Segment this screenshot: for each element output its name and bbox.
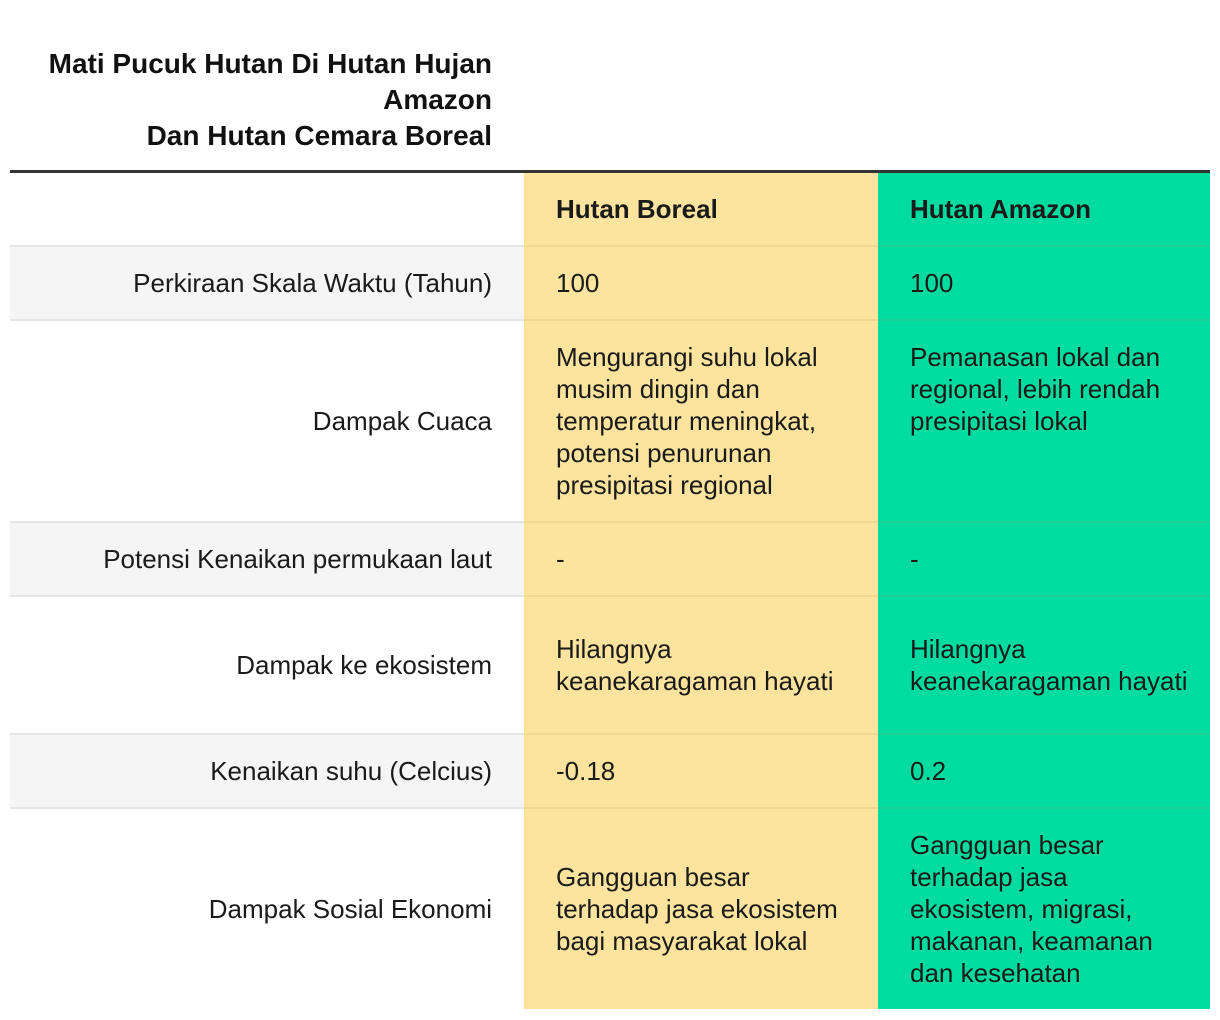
table-row [10,522,1210,596]
amazon-cell-text: Pemanasan lokal dan regional, lebih rendah presipitasi lokal [910,342,1161,436]
table-header-row [10,173,1210,246]
row-label: Kenaikan suhu (Celcius) [10,734,524,808]
amazon-cell: 0.2 [878,734,1210,808]
comparison-table [10,173,1210,1009]
amazon-cell: 100 [878,246,1210,320]
row-label: Potensi Kenaikan permukaan laut [10,522,524,596]
header-boreal: Hutan Boreal [524,173,878,246]
row-label: Dampak ke ekosistem [10,596,524,734]
title-line-2: Amazon [383,84,492,115]
row-label: Dampak Sosial Ekonomi [10,808,524,1009]
title-line-1: Mati Pucuk Hutan Di Hutan Hujan [48,48,492,79]
boreal-cell: 100 [524,246,878,320]
table-row [10,808,1210,1009]
row-label: Dampak Cuaca [10,320,524,522]
boreal-cell: -0.18 [524,734,878,808]
boreal-cell: - [524,522,878,596]
header-label-cell [10,173,524,246]
row-label: Perkiraan Skala Waktu (Tahun) [10,246,524,320]
table-row [10,246,1210,320]
title-line-3: Dan Hutan Cemara Boreal [146,120,492,151]
table-row [10,596,1210,734]
table-title [10,46,492,154]
amazon-cell: Hilangnya keanekaragaman hayati [878,596,1210,734]
table-row [10,320,1210,522]
boreal-cell: Mengurangi suhu lokal musim dingin dan temperatur meningkat, potensi penurunan presipitasi regional [524,320,878,522]
table-row [10,734,1210,808]
boreal-cell: Gangguan besar terhadap jasa ekosistem bagi masyarakat lokal [524,808,878,1009]
amazon-cell: - [878,522,1210,596]
boreal-cell: Hilangnya keanekaragaman hayati [524,596,878,734]
header-amazon: Hutan Amazon [878,173,1210,246]
amazon-cell: Gangguan besar terhadap jasa ekosistem, migrasi, makanan, keamanan dan kesehatan [878,808,1210,1009]
amazon-cell [878,320,1210,522]
